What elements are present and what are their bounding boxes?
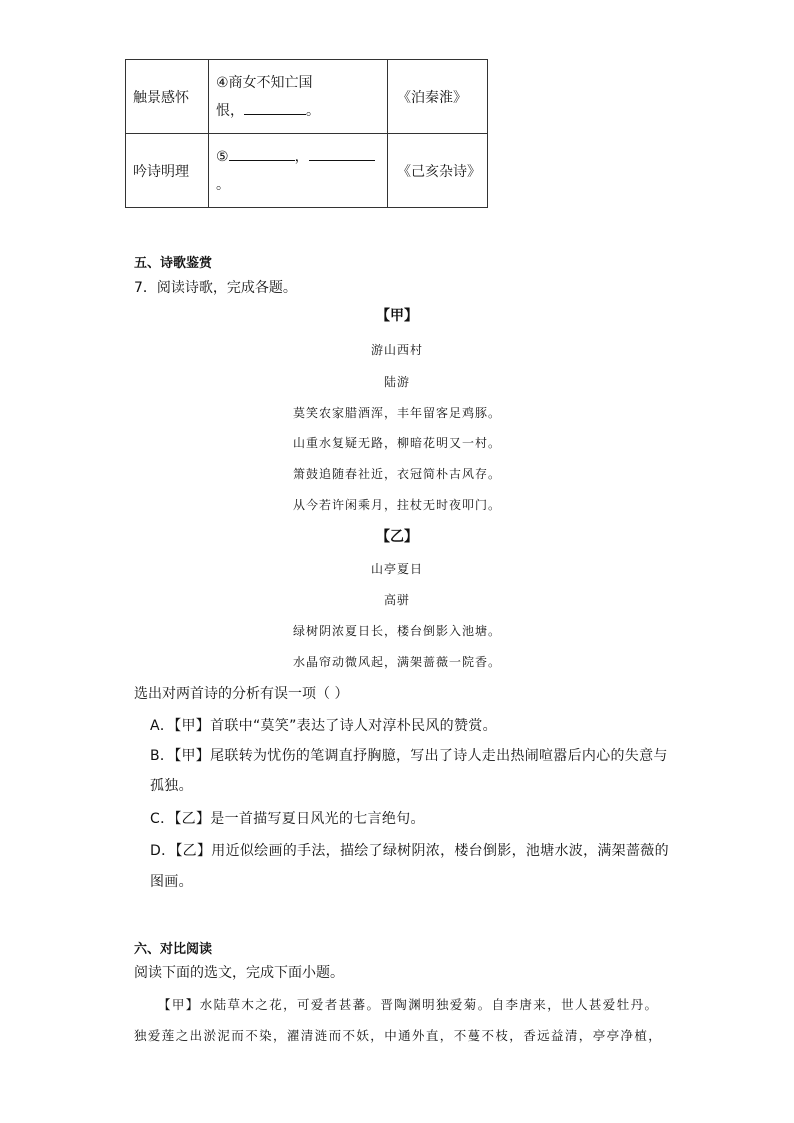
poem-author: 高骈 (383, 593, 410, 607)
option-b[interactable]: B．【甲】尾联转为忧伤的笔调直抒胸臆，写出了诗人走出热闹喧嚣后内心的失意与 (150, 748, 668, 764)
option-d[interactable]: D．【乙】用近似绘画的手法，描绘了绿树阴浓，楼台倒影，池塘水波，满架蔷薇的 (150, 843, 669, 859)
poem-mark: 【甲】 (376, 308, 418, 324)
option-d-continued: 图画。 (150, 874, 193, 890)
table-row (126, 60, 488, 134)
section-title: 六、对比阅读 (134, 942, 213, 957)
poem-line: 水晶帘动微风起，满架蔷薇一院香。 (292, 655, 501, 669)
option-c[interactable]: C．【乙】是一首描写夏日风光的七言绝句。 (150, 811, 425, 827)
fill-blank[interactable] (244, 102, 306, 115)
fill-blank[interactable] (229, 148, 295, 161)
table-cell-category: 吟诗明理 (126, 134, 209, 208)
poem-line: 从今若许闲乘月，拄杖无时夜叩门。 (292, 498, 501, 512)
poem-title: 山亭夏日 (370, 562, 423, 576)
option-a[interactable]: A．【甲】首联中“莫笑”表达了诗人对淳朴民风的赞赏。 (150, 718, 497, 734)
content-line (216, 97, 386, 125)
table-row (126, 134, 488, 208)
content-text: ， (294, 148, 309, 165)
prose-line: 【甲】水陆草木之花，可爱者甚蕃。晋陶渊明独爱菊。自李唐来，世人甚爱牡丹。 (158, 997, 659, 1012)
table-cell-source: 《泊秦淮》 (388, 60, 488, 134)
content-line (216, 143, 386, 171)
section-intro: 阅读下面的选文，完成下面小题。 (134, 965, 344, 981)
option-b-continued: 孤独。 (150, 778, 193, 794)
prose-line: 独爱莲之出淤泥而不染，濯清涟而不妖，中通外直，不蔓不枝，香远益清，亭亭净植， (134, 1028, 663, 1043)
poem-line: 山重水复疑无路，柳暗花明又一村。 (292, 436, 501, 450)
poem-mark: 【乙】 (376, 529, 418, 545)
poem-line: 莫笑农家腊酒浑，丰年留客足鸡豚。 (292, 406, 501, 420)
question-prompt: 选出对两首诗的分析有误一项（ ） (134, 686, 349, 702)
content-line: 。 (216, 176, 230, 193)
content-text: ⑤ (216, 148, 229, 165)
table-cell-category: 触景感怀 (126, 60, 209, 134)
question-stem: 7．阅读诗歌，完成各题。 (134, 280, 297, 296)
content-text: 恨， (216, 102, 244, 119)
poetry-fill-table (125, 59, 488, 208)
poem-title: 游山西村 (370, 343, 423, 357)
poem-author: 陆游 (383, 375, 410, 389)
content-text: 。 (306, 102, 320, 119)
poem-line: 箫鼓追随春社近，衣冠简朴古风存。 (292, 467, 501, 481)
poem-line: 绿树阴浓夏日长，楼台倒影入池塘。 (292, 624, 501, 638)
table-cell-content (209, 134, 388, 208)
table-cell-content (209, 60, 388, 134)
fill-blank[interactable] (309, 148, 375, 161)
content-line: ④商女不知亡国 (216, 74, 313, 91)
section-title: 五、诗歌鉴赏 (134, 256, 213, 271)
table-cell-source: 《己亥杂诗》 (388, 134, 488, 208)
